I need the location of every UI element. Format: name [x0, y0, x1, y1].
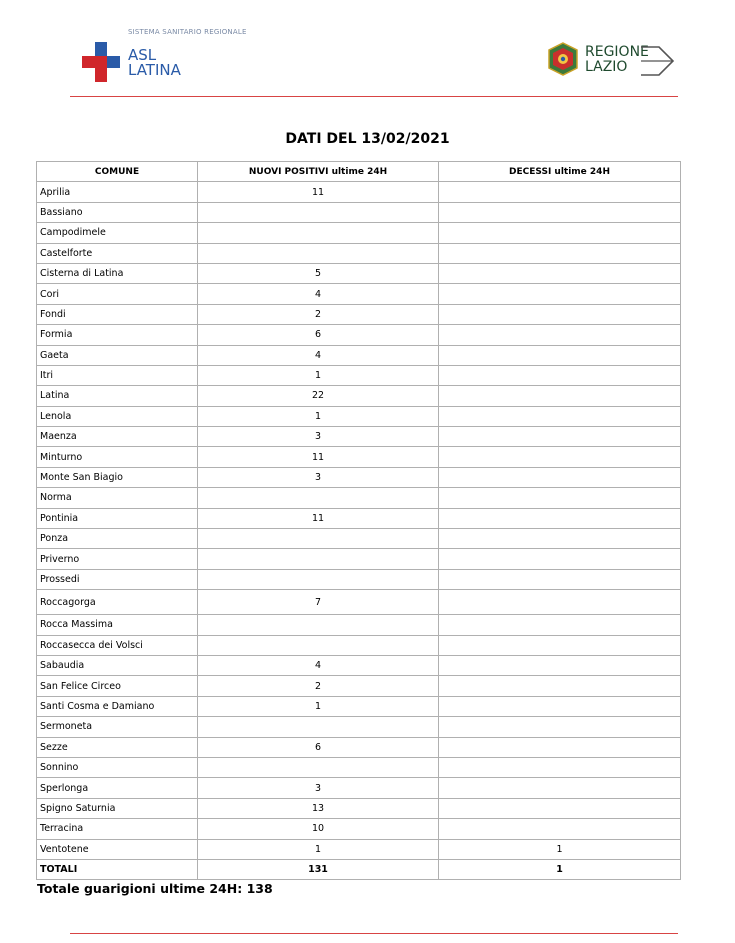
cell-new-positives: [198, 529, 439, 549]
cell-new-positives: 10: [198, 819, 439, 839]
total-cell-deaths: 1: [439, 859, 681, 879]
cell-comune: Ventotene: [37, 839, 198, 859]
total-cell-new-positives: 131: [198, 859, 439, 879]
cell-new-positives: [198, 635, 439, 655]
cell-new-positives: 5: [198, 263, 439, 283]
cell-new-positives: 2: [198, 304, 439, 324]
cell-deaths: [439, 696, 681, 716]
cell-new-positives: 7: [198, 590, 439, 615]
cell-deaths: [439, 263, 681, 283]
asl-name-line2: LATINA: [128, 61, 181, 79]
cell-new-positives: 3: [198, 778, 439, 798]
table-row: [37, 508, 681, 528]
asl-latina-logo: [82, 28, 262, 84]
table-row: [37, 427, 681, 447]
cell-comune: Gaeta: [37, 345, 198, 365]
cell-comune: Maenza: [37, 427, 198, 447]
cell-new-positives: 11: [198, 447, 439, 467]
cell-new-positives: 11: [198, 508, 439, 528]
cell-deaths: 1: [439, 839, 681, 859]
table-row: [37, 345, 681, 365]
table-row: [37, 590, 681, 615]
cell-new-positives: [198, 243, 439, 263]
table-row: [37, 488, 681, 508]
cell-new-positives: [198, 202, 439, 222]
total-cell-comune: TOTALI: [37, 859, 198, 879]
table-row: [37, 467, 681, 487]
cell-deaths: [439, 615, 681, 635]
cell-deaths: [439, 529, 681, 549]
table-row: [37, 819, 681, 839]
cell-deaths: [439, 676, 681, 696]
cell-comune: Cisterna di Latina: [37, 263, 198, 283]
cell-new-positives: 1: [198, 406, 439, 426]
table-header-row: [37, 162, 681, 182]
cell-comune: Roccasecca dei Volsci: [37, 635, 198, 655]
table-row: [37, 839, 681, 859]
table-row: [37, 386, 681, 406]
cell-deaths: [439, 798, 681, 818]
cell-new-positives: 2: [198, 676, 439, 696]
cell-deaths: [439, 737, 681, 757]
recoveries-note: Totale guarigioni ultime 24H: 138: [37, 881, 273, 896]
cell-comune: Cori: [37, 284, 198, 304]
cell-comune: Sperlonga: [37, 778, 198, 798]
table-row: [37, 778, 681, 798]
cell-new-positives: 1: [198, 365, 439, 385]
cell-new-positives: [198, 717, 439, 737]
cell-deaths: [439, 223, 681, 243]
cell-new-positives: 3: [198, 427, 439, 447]
cell-new-positives: 6: [198, 325, 439, 345]
cell-deaths: [439, 508, 681, 528]
cell-deaths: [439, 243, 681, 263]
cell-deaths: [439, 386, 681, 406]
cell-deaths: [439, 717, 681, 737]
covid-data-table: [36, 161, 681, 880]
table-row: [37, 406, 681, 426]
column-header-comune: COMUNE: [37, 162, 198, 182]
cell-comune: Sezze: [37, 737, 198, 757]
cell-new-positives: 4: [198, 345, 439, 365]
table-row: [37, 325, 681, 345]
table-row: [37, 798, 681, 818]
cell-new-positives: 6: [198, 737, 439, 757]
table-row: [37, 655, 681, 675]
cell-new-positives: [198, 223, 439, 243]
table-row: [37, 243, 681, 263]
cell-deaths: [439, 590, 681, 615]
table-row: [37, 737, 681, 757]
asl-name-line1: ASL: [128, 46, 157, 64]
regione-lazio-logo: [547, 42, 677, 82]
cell-deaths: [439, 182, 681, 202]
cell-comune: Sonnino: [37, 757, 198, 777]
cell-comune: Norma: [37, 488, 198, 508]
table-row: [37, 615, 681, 635]
regione-name-line2: LAZIO: [585, 59, 628, 75]
column-header-new-positives: NUOVI POSITIVI ultime 24H: [198, 162, 439, 182]
health-cross-icon: [82, 42, 120, 82]
column-header-deaths: DECESSI ultime 24H: [439, 162, 681, 182]
cell-comune: Formia: [37, 325, 198, 345]
table-row: [37, 635, 681, 655]
cell-deaths: [439, 284, 681, 304]
table-row: [37, 202, 681, 222]
table-row: [37, 529, 681, 549]
cell-new-positives: 22: [198, 386, 439, 406]
table-row: [37, 549, 681, 569]
cell-new-positives: 11: [198, 182, 439, 202]
cell-comune: Monte San Biagio: [37, 467, 198, 487]
cell-deaths: [439, 549, 681, 569]
cell-new-positives: [198, 757, 439, 777]
cell-deaths: [439, 427, 681, 447]
cell-new-positives: [198, 615, 439, 635]
table-row: [37, 447, 681, 467]
cell-comune: Fondi: [37, 304, 198, 324]
cell-deaths: [439, 569, 681, 589]
regione-emblem-icon: [547, 42, 579, 76]
cell-comune: Priverno: [37, 549, 198, 569]
cell-deaths: [439, 406, 681, 426]
cell-comune: San Felice Circeo: [37, 676, 198, 696]
cell-comune: Prossedi: [37, 569, 198, 589]
cell-deaths: [439, 778, 681, 798]
cell-new-positives: 3: [198, 467, 439, 487]
cell-comune: Ponza: [37, 529, 198, 549]
cell-deaths: [439, 757, 681, 777]
cell-comune: Lenola: [37, 406, 198, 426]
cell-deaths: [439, 345, 681, 365]
footer-rule: [70, 933, 678, 934]
cell-comune: Castelforte: [37, 243, 198, 263]
cell-comune: Pontinia: [37, 508, 198, 528]
cell-comune: Sabaudia: [37, 655, 198, 675]
cell-comune: Rocca Massima: [37, 615, 198, 635]
cell-new-positives: 13: [198, 798, 439, 818]
regione-chevron-icon: [639, 44, 675, 78]
cell-deaths: [439, 635, 681, 655]
table-row: [37, 263, 681, 283]
cell-new-positives: 4: [198, 284, 439, 304]
cell-new-positives: [198, 569, 439, 589]
asl-system-label: SISTEMA SANITARIO REGIONALE: [128, 28, 247, 36]
regione-name-line1: REGIONE: [585, 44, 649, 60]
cell-new-positives: [198, 488, 439, 508]
cell-new-positives: 4: [198, 655, 439, 675]
cell-deaths: [439, 365, 681, 385]
cell-comune: Sermoneta: [37, 717, 198, 737]
table-row: [37, 757, 681, 777]
page-title: DATI DEL 13/02/2021: [285, 131, 450, 147]
cell-deaths: [439, 304, 681, 324]
table-row: [37, 676, 681, 696]
table-row: [37, 717, 681, 737]
cell-comune: Campodimele: [37, 223, 198, 243]
cell-new-positives: [198, 549, 439, 569]
page-header: [0, 0, 735, 100]
table-row: [37, 182, 681, 202]
cell-deaths: [439, 655, 681, 675]
cell-comune: Aprilia: [37, 182, 198, 202]
cell-new-positives: 1: [198, 696, 439, 716]
table-row: [37, 284, 681, 304]
cell-new-positives: 1: [198, 839, 439, 859]
cell-comune: Terracina: [37, 819, 198, 839]
cell-deaths: [439, 202, 681, 222]
cell-deaths: [439, 325, 681, 345]
cell-deaths: [439, 467, 681, 487]
table-row: [37, 569, 681, 589]
table-row: [37, 223, 681, 243]
table-row: [37, 696, 681, 716]
cell-comune: Santi Cosma e Damiano: [37, 696, 198, 716]
table-total-row: [37, 859, 681, 879]
cell-deaths: [439, 447, 681, 467]
table-row: [37, 304, 681, 324]
header-rule: [70, 96, 678, 97]
cell-comune: Roccagorga: [37, 590, 198, 615]
cell-comune: Itri: [37, 365, 198, 385]
cell-deaths: [439, 819, 681, 839]
cell-comune: Minturno: [37, 447, 198, 467]
cell-deaths: [439, 488, 681, 508]
asl-name: [128, 48, 181, 78]
cell-comune: Latina: [37, 386, 198, 406]
table-row: [37, 365, 681, 385]
cell-comune: Spigno Saturnia: [37, 798, 198, 818]
cell-comune: Bassiano: [37, 202, 198, 222]
